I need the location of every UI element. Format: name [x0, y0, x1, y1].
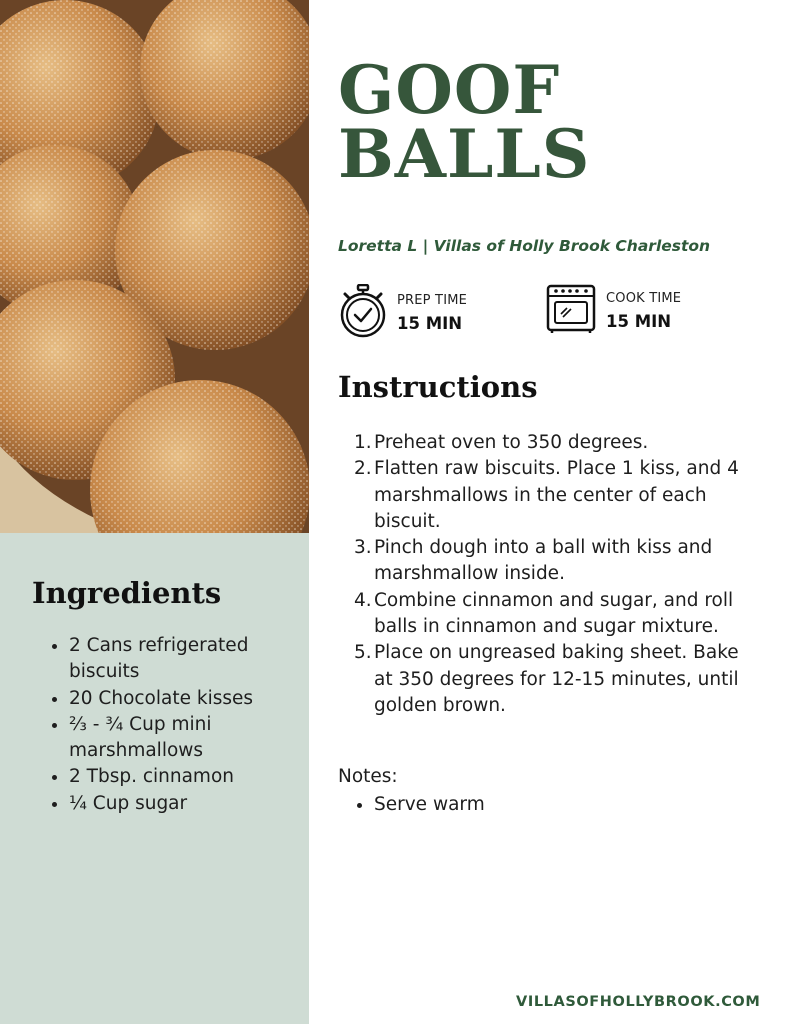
website-link[interactable]: VILLASOFHOLLYBROOK.COM [516, 994, 761, 1010]
recipe-author: Loretta L | Villas of Holly Brook Charleston [338, 237, 711, 255]
step-number: 2. [354, 458, 372, 480]
ingredients-sidebar [0, 0, 309, 1024]
step-number: 3. [354, 537, 372, 559]
cook-time-value: 15 MIN [606, 312, 672, 331]
recipe-photo [0, 0, 309, 533]
list-item: • ¼ Cup sugar [69, 791, 309, 817]
oven-icon [546, 284, 596, 338]
step-text: Combine cinnamon and sugar, and roll balls in cinnamon and sugar mixture. [374, 589, 734, 638]
ingredients-heading: Ingredients [32, 576, 222, 610]
instruction-step [354, 640, 746, 719]
list-item: • ⅔ - ¾ Cup mini marshmallows [69, 712, 309, 765]
prep-time-value: 15 MIN [397, 314, 463, 333]
instructions-list [354, 430, 746, 719]
prep-time-label: PREP TIME [397, 293, 468, 308]
recipe-title [338, 51, 591, 193]
step-text: Preheat oven to 350 degrees. [374, 432, 649, 453]
step-number: 1. [354, 432, 372, 453]
instructions-heading: Instructions [338, 370, 538, 404]
step-number: 5. [354, 642, 372, 664]
stopwatch-icon [339, 284, 387, 342]
sugar-donut-balls-image [0, 0, 309, 533]
instruction-step [354, 456, 746, 535]
step-text: Flatten raw biscuits. Place 1 kiss, and 4 marshmallows in the center of each biscuit. [374, 458, 739, 532]
step-text: Place on ungreased baking sheet. Bake at 350 degrees for 12-15 minutes, until golden brown. [374, 642, 739, 716]
cook-time [546, 284, 681, 338]
instruction-step [354, 535, 746, 588]
prep-time [339, 284, 467, 342]
step-text: Pinch dough into a ball with kiss and marshmallow inside. [374, 537, 713, 585]
list-item: • Serve warm [374, 792, 485, 818]
list-item: • 20 Chocolate kisses [69, 686, 309, 712]
notes-heading: Notes: [338, 766, 398, 787]
step-number: 4. [354, 589, 372, 611]
title-line-1: GOOF [338, 51, 561, 129]
cook-time-label: COOK TIME [606, 291, 682, 306]
title-line-2: BALLS [338, 115, 591, 193]
ingredients-list [42, 633, 309, 817]
instruction-step [354, 588, 746, 641]
instruction-step [354, 430, 746, 456]
list-item: • 2 Cans refrigerated biscuits [69, 633, 309, 686]
notes-list [347, 792, 485, 818]
list-item: • 2 Tbsp. cinnamon [69, 764, 309, 790]
